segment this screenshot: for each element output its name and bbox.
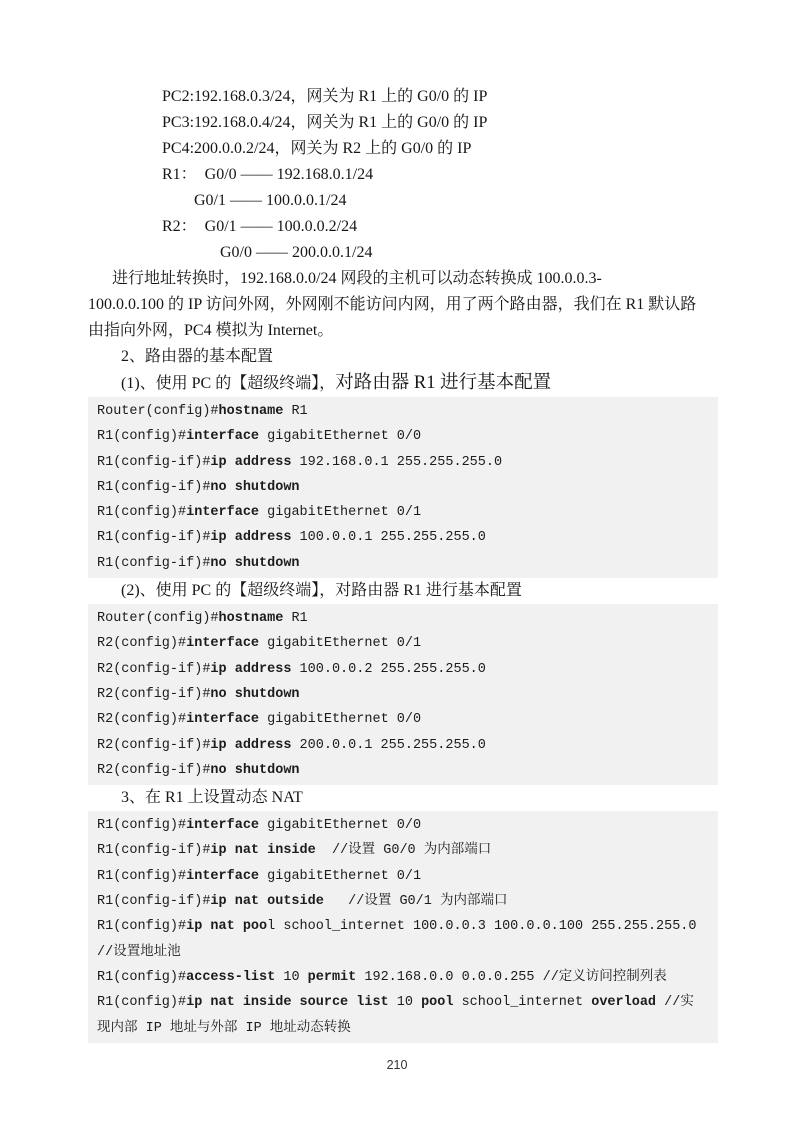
code-line: R1(config-if)#no shutdown [97,479,300,495]
list-item-r2-g0-1: R2： G0/1 —— 100.0.0.2/24 [162,218,358,235]
section-heading-3: 3、在 R1 上设置动态 NAT [121,789,303,807]
code-line: R1(config-if)#no shutdown [97,555,300,571]
subsection-heading-1 [88,370,719,397]
list-item-pc4: PC4:200.0.0.2/24，网关为 R2 上的 G0/0 的 IP [162,140,472,157]
code-block-r1-basic-config [88,397,718,578]
paragraph-line: 100.0.0.100 的 IP 访问外网，外网刚不能访问内网，用了两个路由器，我们在 R1 默认路 [88,296,697,313]
code-line: R1(config)#interface gigabitEthernet 0/0 [97,818,422,834]
page-content [88,84,719,1043]
list-item-r2-g0-0: G0/0 —— 200.0.0.1/24 [220,244,373,261]
subsection-heading-1-prefix: (1)、使用 PC 的【超级终端】， [121,375,336,392]
code-line: R2(config-if)#ip address 200.0.0.1 255.255.255.0 [97,737,486,753]
code-line: R2(config-if)#no shutdown [97,686,300,702]
code-line: R2(config-if)#no shutdown [97,762,300,778]
paragraph-line: 进行地址转换时，192.168.0.0/24 网段的主机可以动态转换成 100.0.0.3- [112,270,602,287]
code-line: Router(config)#hostname R1 [97,404,308,419]
code-line: R2(config)#interface gigabitEthernet 0/0 [97,712,422,728]
section-heading-2: 2、路由器的基本配置 [121,348,274,365]
list-item-pc3: PC3:192.168.0.4/24，网关为 R1 上的 G0/0 的 IP [162,114,488,131]
code-line: R1(config)#ip nat inside source list 10 pool school_internet overload //实 [97,995,694,1011]
network-address-list [88,84,719,266]
code-line: R1(config-if)#ip address 100.0.0.1 255.255.255.0 [97,530,486,546]
code-line: Router(config)#hostname R1 [97,611,308,627]
code-line: R1(config)#interface gigabitEthernet 0/0 [97,429,422,445]
subsection-heading-1-emphasis: 对路由器 R1 进行基本配置 [335,373,552,393]
code-line: R1(config-if)#ip nat outside //设置 G0/1 为内部端口 [97,894,508,910]
code-line: R2(config)#interface gigabitEthernet 0/1 [97,636,422,652]
paragraph-line: 由指向外网，PC4 模拟为 Internet。 [88,322,334,339]
code-block-r2-basic-config [88,604,718,785]
list-item-r1-g0-0: R1： G0/0 —— 192.168.0.1/24 [162,166,374,183]
subsection-heading-2: (2)、使用 PC 的【超级终端】，对路由器 R1 进行基本配置 [121,582,522,600]
code-block-r1-dynamic-nat [88,811,718,1043]
code-line: R2(config-if)#ip address 100.0.0.2 255.255.255.0 [97,661,486,677]
nat-description-paragraph [88,266,719,344]
code-line: R1(config-if)#ip address 192.168.0.1 255.255.255.0 [97,454,503,470]
code-line: R1(config)#interface gigabitEthernet 0/1 [97,505,422,521]
code-line: R1(config)#access-list 10 permit 192.168.0.0 0.0.0.255 //定义访问控制列表 [97,969,667,985]
page-number: 210 [386,1058,408,1072]
code-line: R1(config)#ip nat pool school_internet 100.0.0.3 100.0.0.100 255.255.255.0 [97,919,697,935]
code-line: R1(config-if)#ip nat inside //设置 G0/0 为内部端口 [97,843,492,859]
code-line: 现内部 IP 地址与外部 IP 地址动态转换 [97,1020,351,1036]
list-item-r1-g0-1: G0/1 —— 100.0.0.1/24 [194,192,347,209]
list-item-pc2: PC2:192.168.0.3/24，网关为 R1 上的 G0/0 的 IP [162,88,488,105]
code-line: //设置地址池 [97,944,181,960]
code-line: R1(config)#interface gigabitEthernet 0/1 [97,868,422,884]
